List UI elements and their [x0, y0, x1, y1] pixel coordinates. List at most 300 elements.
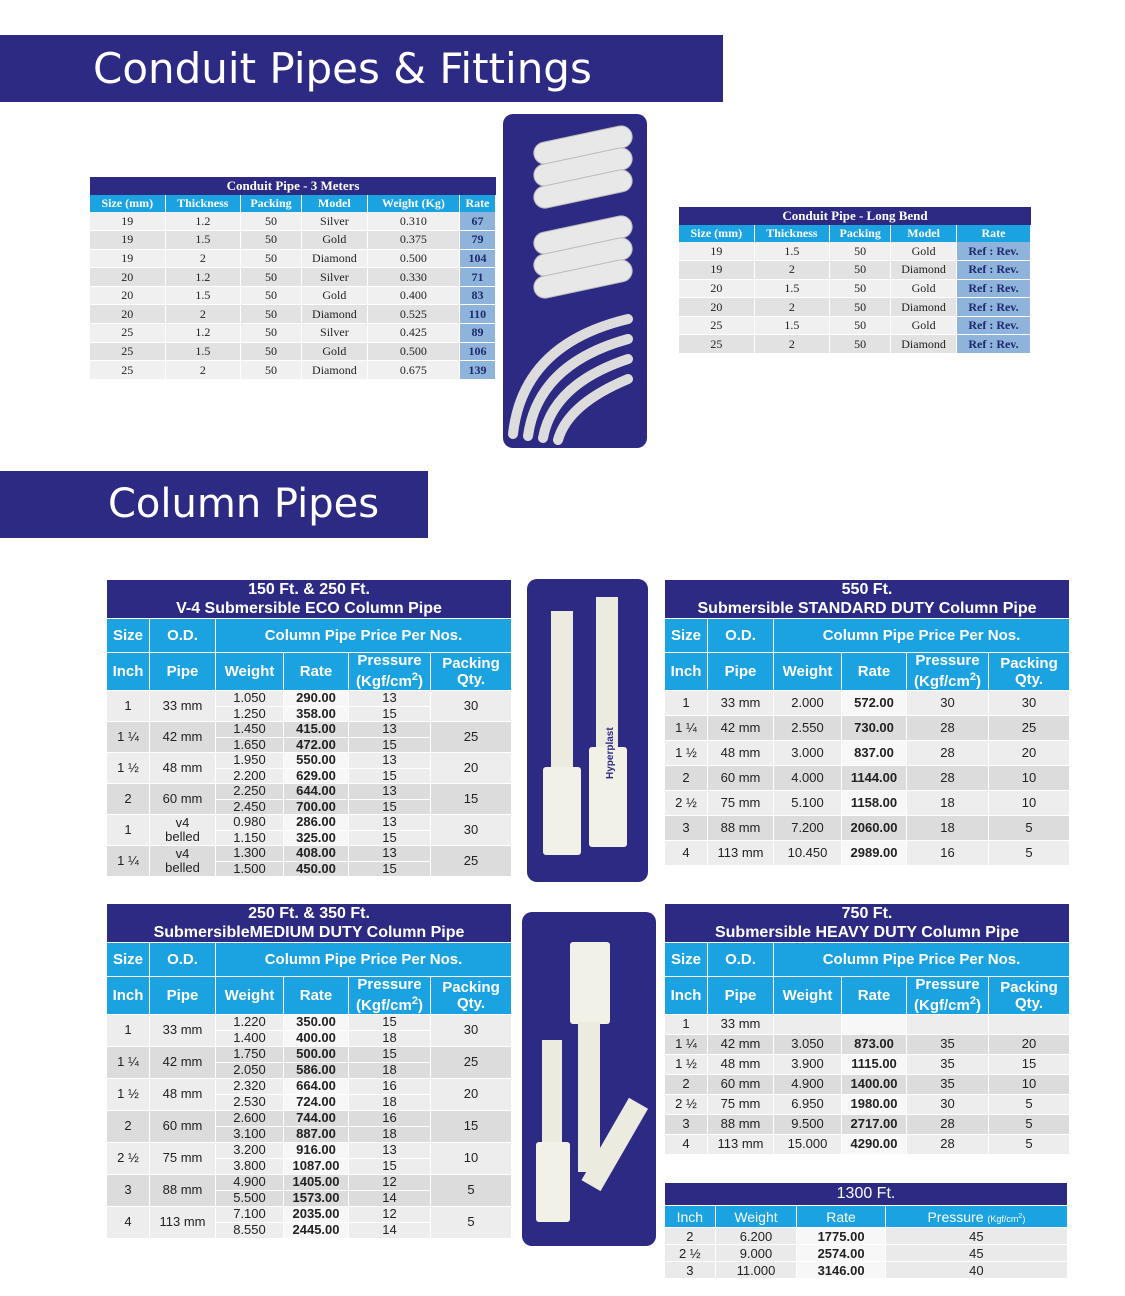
pressure-cell: 14	[349, 1191, 431, 1207]
table-cell: Diamond	[891, 335, 957, 354]
heavy-title	[665, 904, 1070, 943]
packing-qty: Qty.	[456, 670, 486, 688]
weight-cell: 9.500	[774, 1115, 842, 1135]
weight-cell: 1.400	[216, 1031, 284, 1047]
col-weight: Weight	[216, 977, 284, 1015]
ft1300-title: 1300 Ft.	[665, 1183, 1068, 1206]
rate-cell: 472.00	[284, 737, 349, 753]
weight-cell: 8.550	[216, 1223, 284, 1239]
pressure-unit	[987, 1214, 1025, 1224]
standard-title-line2: Submersible STANDARD DUTY Column Pipe	[697, 600, 1037, 617]
weight-cell: 2.550	[774, 716, 842, 741]
column-pipe-photo-2	[522, 912, 656, 1246]
packing-cell: 30	[989, 691, 1070, 716]
pressure-unit: (Kgf/cm	[914, 673, 970, 690]
od-cell	[150, 1111, 216, 1143]
od-cell: 48 mm	[708, 1055, 774, 1075]
table-row	[90, 361, 496, 380]
medium-title	[107, 904, 512, 943]
table-cell: Gold	[302, 231, 368, 250]
rate-cell: 400.00	[284, 1031, 349, 1047]
rate-cell: 3146.00	[797, 1262, 885, 1279]
rate-cell: 572.00	[842, 691, 907, 716]
pressure-cell: 13	[349, 1143, 431, 1159]
table-cell: 25	[90, 361, 165, 380]
pressure-cell: 35	[907, 1055, 989, 1075]
rate-cell: 4290.00	[842, 1135, 907, 1155]
rate-cell: 2717.00	[842, 1115, 907, 1135]
col-size: Size	[665, 943, 708, 977]
table-cell: 1.5	[165, 286, 240, 305]
pressure-cell: 18	[349, 1095, 431, 1111]
packing-label: Packing	[442, 654, 500, 672]
od-value: 48 mm	[162, 759, 203, 775]
table-row	[665, 1055, 1070, 1075]
pressure-unit: (Kgf/cm	[356, 673, 412, 690]
od-cell: 42 mm	[708, 716, 774, 741]
rate-cell: 700.00	[284, 799, 349, 815]
weight-cell: 4.000	[774, 766, 842, 791]
table-row	[107, 846, 512, 862]
rate-cell: 408.00	[284, 846, 349, 862]
pressure-cell: 18	[349, 1127, 431, 1143]
packing-cell: 10	[989, 1075, 1070, 1095]
table-cell: 20	[90, 268, 165, 287]
packing-cell: 15	[431, 784, 512, 815]
weight-cell: 2.000	[774, 691, 842, 716]
table-cell: 0.375	[367, 231, 459, 250]
od-cell: 113 mm	[708, 841, 774, 866]
table-cell: 0.675	[367, 361, 459, 380]
packing-cell: 20	[431, 753, 512, 784]
medium-title-part-b: MEDIUM	[249, 924, 315, 941]
rate-cell: 71	[459, 268, 495, 287]
table-row	[90, 212, 496, 231]
table-row	[107, 722, 512, 738]
col-weight: Weight	[774, 653, 842, 691]
table-row	[665, 1075, 1070, 1095]
standard-title	[665, 580, 1070, 619]
table-row	[90, 268, 496, 287]
table-cell: 50	[830, 316, 891, 335]
table-row	[679, 261, 1031, 280]
rate-cell	[842, 1015, 907, 1035]
table-cell: 0.400	[367, 286, 459, 305]
table-cell: 50	[830, 242, 891, 261]
header-row	[665, 943, 1070, 977]
packing-cell: 5	[989, 841, 1070, 866]
packing-cell: 5	[431, 1175, 512, 1207]
od-cell: 33 mm	[708, 691, 774, 716]
weight-cell: 2.050	[216, 1063, 284, 1079]
inch-cell: 1	[107, 1015, 150, 1047]
pressure-cell: 30	[907, 1095, 989, 1115]
table-row	[107, 1015, 512, 1031]
rate-cell: 2035.00	[284, 1207, 349, 1223]
packing-qty: Qty.	[1014, 670, 1044, 688]
inch-cell: 1 ½	[107, 753, 150, 784]
table-cell: 50	[241, 324, 302, 343]
packing-cell: 30	[431, 1015, 512, 1047]
rate-cell: 104	[459, 249, 495, 268]
table-row	[665, 1135, 1070, 1155]
weight-cell: 15.000	[774, 1135, 842, 1155]
table-cell: 20	[90, 286, 165, 305]
pressure-label: Pressure	[357, 976, 422, 993]
pressure-cell: 18	[907, 816, 989, 841]
rate-cell: Ref : Rev.	[957, 261, 1031, 280]
col-inch: Inch	[665, 977, 708, 1015]
table-row	[679, 242, 1031, 261]
table-cell: Diamond	[302, 361, 368, 380]
col-header	[665, 1206, 716, 1228]
table-row	[679, 298, 1031, 317]
inch-cell: 1	[665, 691, 708, 716]
pressure-cell: 35	[907, 1075, 989, 1095]
od-cell	[150, 1207, 216, 1239]
conduit-banner: Conduit Pipes & Fittings	[0, 35, 723, 102]
pressure-close: )	[975, 997, 981, 1014]
table-row	[679, 279, 1031, 298]
od-value: 33 mm	[162, 1022, 203, 1038]
col-rate: Rate	[284, 653, 349, 691]
table-cell: 2	[754, 298, 829, 317]
weight-cell: 2.600	[216, 1111, 284, 1127]
od-cell: 48 mm	[708, 741, 774, 766]
table-row	[90, 342, 496, 361]
inch-cell: 1 ¼	[107, 846, 150, 877]
pressure-cell: 18	[349, 1063, 431, 1079]
pressure-cell: 13	[349, 722, 431, 738]
col-packing	[431, 653, 512, 691]
rate-cell: 2445.00	[284, 1223, 349, 1239]
pressure-sup: 2	[969, 671, 976, 683]
od-value: 60 mm	[162, 790, 203, 806]
table-cell: Diamond	[891, 261, 957, 280]
pressure-cell: 13	[349, 846, 431, 862]
od-cell: 113 mm	[708, 1135, 774, 1155]
header-row	[665, 619, 1070, 653]
od-cell: 33 mm	[708, 1015, 774, 1035]
inch-cell: 2 ½	[107, 1143, 150, 1175]
od-value-2: belled	[165, 829, 200, 844]
column-pipe-illustration-1	[527, 579, 648, 882]
eco-title-line2: V-4 Submersible ECO Column Pipe	[176, 600, 442, 617]
pressure-close: )	[417, 673, 423, 690]
table-cell: 2	[754, 335, 829, 354]
weight-cell: 1.220	[216, 1015, 284, 1031]
od-cell	[150, 691, 216, 722]
inch-cell: 3	[665, 1115, 708, 1135]
weight-cell: 3.900	[774, 1055, 842, 1075]
conduit-3m-title: Conduit Pipe - 3 Meters	[90, 177, 496, 195]
rate-cell: 916.00	[284, 1143, 349, 1159]
rate-cell: 325.00	[284, 830, 349, 846]
rate-cell: 644.00	[284, 784, 349, 800]
packing-cell: 10	[989, 791, 1070, 816]
table-row	[665, 816, 1070, 841]
pressure-cell: 13	[349, 753, 431, 769]
rate-cell: 79	[459, 231, 495, 250]
inch-cell: 4	[107, 1207, 150, 1239]
table-cell: Silver	[302, 212, 368, 231]
pressure-cell: 15	[349, 1159, 431, 1175]
packing-cell: 20	[989, 741, 1070, 766]
pressure-cell: 15	[349, 830, 431, 846]
weight-cell: 10.450	[774, 841, 842, 866]
rate-cell: 1573.00	[284, 1191, 349, 1207]
packing-cell: 25	[989, 716, 1070, 741]
col-price: Column Pipe Price Per Nos.	[216, 619, 512, 653]
col-header: Weight (Kg)	[367, 195, 459, 212]
weight-cell	[774, 1015, 842, 1035]
packing-cell	[989, 1015, 1070, 1035]
weight-cell: 4.900	[774, 1075, 842, 1095]
col-price: Column Pipe Price Per Nos.	[774, 619, 1070, 653]
packing-cell: 5	[989, 1115, 1070, 1135]
pressure-cell: 15	[349, 1015, 431, 1031]
od-cell	[150, 846, 216, 877]
table-row	[90, 231, 496, 250]
packing-qty: Qty.	[456, 994, 486, 1012]
col-rate: Rate	[284, 977, 349, 1015]
rate-cell: 450.00	[284, 861, 349, 877]
pressure-cell	[907, 1015, 989, 1035]
rate-cell: 1400.00	[842, 1075, 907, 1095]
inch-cell: 1 ¼	[665, 1035, 708, 1055]
col-pipe: Pipe	[708, 653, 774, 691]
table-cell: 1.2	[165, 212, 240, 231]
rate-cell: 2574.00	[797, 1245, 885, 1262]
table-row	[665, 741, 1070, 766]
col-inch: Inch	[665, 653, 708, 691]
standard-title-line1: 550 Ft.	[841, 581, 893, 598]
header-row	[107, 619, 512, 653]
weight-cell: 2.530	[216, 1095, 284, 1111]
table-cell: Gold	[302, 342, 368, 361]
weight-cell: 3.050	[774, 1035, 842, 1055]
table-cell: Gold	[891, 242, 957, 261]
pressure-cell: 18	[907, 791, 989, 816]
header-label: Inch	[676, 1208, 704, 1225]
table-cell: 50	[241, 361, 302, 380]
table-cell: Diamond	[891, 298, 957, 317]
weight-cell: 4.900	[216, 1175, 284, 1191]
table-cell: 1.5	[165, 231, 240, 250]
column-pipe-photo-1	[527, 579, 648, 882]
medium-column-table	[106, 903, 512, 1239]
table-cell: 50	[241, 231, 302, 250]
table-row	[665, 1015, 1070, 1035]
table-cell: Diamond	[302, 249, 368, 268]
col-price: Column Pipe Price Per Nos.	[216, 943, 512, 977]
rate-cell: 89	[459, 324, 495, 343]
weight-cell: 1.300	[216, 846, 284, 862]
table-cell: 25	[679, 335, 754, 354]
table-row	[665, 1095, 1070, 1115]
packing-cell: 25	[431, 722, 512, 753]
packing-cell: 30	[431, 691, 512, 722]
table-row	[679, 335, 1031, 354]
table-cell: Diamond	[302, 305, 368, 324]
od-value: 48 mm	[162, 1086, 203, 1102]
col-weight: Weight	[774, 977, 842, 1015]
table-cell: 2	[165, 361, 240, 380]
table-cell: 1.5	[754, 316, 829, 335]
od-cell: 60 mm	[708, 1075, 774, 1095]
od-value: v4	[175, 845, 190, 861]
pressure-unit-sup: 2	[1018, 1212, 1023, 1220]
col-header: Packing	[830, 225, 891, 242]
table-cell: 50	[241, 286, 302, 305]
rate-cell: 730.00	[842, 716, 907, 741]
weight-cell: 1.650	[216, 737, 284, 753]
inch-cell: 1 ¼	[665, 716, 708, 741]
inch-cell: 2 ½	[665, 1245, 716, 1262]
weight-cell: 1.450	[216, 722, 284, 738]
rate-cell: 106	[459, 342, 495, 361]
table-row	[107, 691, 512, 707]
header-row	[107, 977, 512, 1015]
table-cell: 50	[241, 305, 302, 324]
rate-cell: 1144.00	[842, 766, 907, 791]
pressure-sup: 2	[969, 995, 976, 1007]
packing-cell: 20	[431, 1079, 512, 1111]
weight-cell: 9.000	[715, 1245, 797, 1262]
pressure-cell: 13	[349, 691, 431, 707]
weight-cell: 6.200	[715, 1228, 797, 1245]
col-od: O.D.	[150, 943, 216, 977]
pressure-cell: 45	[885, 1228, 1067, 1245]
pressure-unit-close: )	[1022, 1213, 1026, 1224]
inch-cell: 3	[665, 1262, 716, 1279]
rate-cell: 1980.00	[842, 1095, 907, 1115]
rate-cell: 139	[459, 361, 495, 380]
col-rate: Rate	[842, 977, 907, 1015]
od-value: 75 mm	[162, 1150, 203, 1166]
col-pressure	[349, 653, 431, 691]
weight-cell: 3.200	[216, 1143, 284, 1159]
inch-cell: 2	[665, 1228, 716, 1245]
pressure-label: Pressure	[915, 652, 980, 669]
pressure-cell: 12	[349, 1207, 431, 1223]
conduit-bend-table	[679, 207, 1031, 354]
packing-cell: 5	[989, 1095, 1070, 1115]
od-cell	[150, 753, 216, 784]
od-value: 88 mm	[162, 1182, 203, 1198]
col-header: Thickness	[165, 195, 240, 212]
od-cell	[150, 1079, 216, 1111]
pressure-sup: 2	[411, 995, 418, 1007]
heavy-title-line2: Submersible HEAVY DUTY Column Pipe	[714, 924, 1020, 941]
table-cell: 50	[830, 335, 891, 354]
pressure-cell: 15	[349, 768, 431, 784]
rate-cell: 1775.00	[797, 1228, 885, 1245]
rate-cell: 2989.00	[842, 841, 907, 866]
pressure-cell: 16	[349, 1079, 431, 1095]
weight-cell: 2.250	[216, 784, 284, 800]
header-row	[665, 653, 1070, 691]
col-header: Model	[302, 195, 368, 212]
od-cell	[150, 784, 216, 815]
col-header: Packing	[241, 195, 302, 212]
pressure-close: )	[417, 997, 423, 1014]
table-row	[107, 1175, 512, 1191]
pressure-cell: 28	[907, 1135, 989, 1155]
rate-cell: 350.00	[284, 1015, 349, 1031]
inch-cell: 2 ½	[665, 791, 708, 816]
od-cell: 42 mm	[708, 1035, 774, 1055]
table-cell: 1.5	[754, 279, 829, 298]
pressure-label: Pressure	[915, 976, 980, 993]
standard-column-table	[664, 579, 1070, 866]
col-header: Size (mm)	[90, 195, 165, 212]
pressure-label: Pressure	[357, 652, 422, 669]
packing-cell: 25	[431, 846, 512, 877]
weight-cell: 3.000	[774, 741, 842, 766]
table-cell: Gold	[891, 279, 957, 298]
packing-label: Packing	[1000, 978, 1058, 996]
inch-cell: 3	[665, 816, 708, 841]
weight-cell: 6.950	[774, 1095, 842, 1115]
table-cell: Silver	[302, 268, 368, 287]
rate-cell: 887.00	[284, 1127, 349, 1143]
pressure-cell: 15	[349, 706, 431, 722]
table-cell: 1.5	[165, 342, 240, 361]
table-row	[665, 766, 1070, 791]
table-cell: 2	[754, 261, 829, 280]
pressure-cell: 13	[349, 784, 431, 800]
rate-cell: 744.00	[284, 1111, 349, 1127]
inch-cell: 2	[107, 1111, 150, 1143]
inch-cell: 2	[107, 784, 150, 815]
rate-cell: 2060.00	[842, 816, 907, 841]
weight-cell: 2.200	[216, 768, 284, 784]
table-cell: 50	[830, 261, 891, 280]
packing-cell: 15	[989, 1055, 1070, 1075]
table-cell: 50	[830, 279, 891, 298]
table-cell: 25	[679, 316, 754, 335]
table-row	[107, 815, 512, 831]
header-label: Pressure	[927, 1208, 984, 1225]
packing-cell: 30	[431, 815, 512, 846]
rate-cell: Ref : Rev.	[957, 316, 1031, 335]
table-cell: 20	[679, 298, 754, 317]
weight-cell: 3.800	[216, 1159, 284, 1175]
od-cell	[150, 722, 216, 753]
table-row	[107, 1047, 512, 1063]
rate-cell: 415.00	[284, 722, 349, 738]
rate-cell: Ref : Rev.	[957, 279, 1031, 298]
pressure-unit: (Kgf/cm	[914, 997, 970, 1014]
table-row	[665, 1115, 1070, 1135]
col-packing	[431, 977, 512, 1015]
od-cell: 88 mm	[708, 1115, 774, 1135]
weight-cell: 1.950	[216, 753, 284, 769]
packing-cell: 25	[431, 1047, 512, 1079]
packing-label: Packing	[442, 978, 500, 996]
col-od: O.D.	[708, 619, 774, 653]
inch-cell: 1 ½	[665, 741, 708, 766]
od-cell: 60 mm	[708, 766, 774, 791]
table-row	[107, 753, 512, 769]
rate-cell: 110	[459, 305, 495, 324]
eco-title	[107, 580, 512, 619]
header-row	[107, 653, 512, 691]
col-header	[715, 1206, 797, 1228]
od-cell	[150, 1175, 216, 1207]
pressure-cell: 15	[349, 737, 431, 753]
